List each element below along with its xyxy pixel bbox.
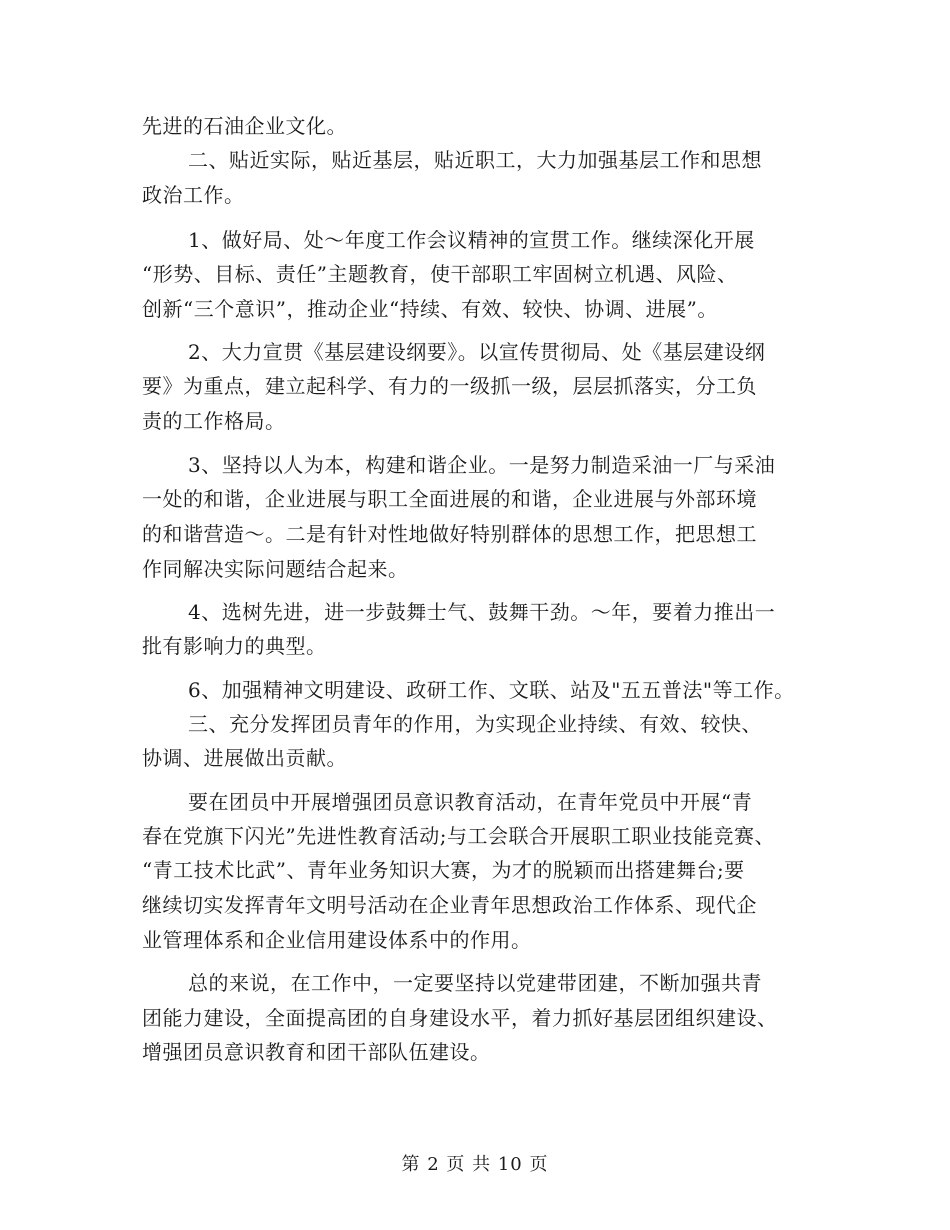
text-line: 作同解决实际问题结合起来。 bbox=[142, 557, 409, 581]
text-line: 责的工作格局。 bbox=[142, 409, 286, 433]
text-line: 春在党旗下闪光”先进性教育活动;与工会联合开展职工职业技能竞赛、 bbox=[142, 824, 775, 848]
text-line: 业管理体系和企业信用建设体系中的作用。 bbox=[142, 928, 532, 952]
text-line: 创新“三个意识”，推动企业“持续、有效、较快、协调、进展”。 bbox=[142, 297, 718, 321]
text-line: 协调、进展做出贡献。 bbox=[142, 746, 347, 770]
text-line: 增强团员意识教育和团干部队伍建设。 bbox=[142, 1040, 491, 1064]
text-line: 要在团员中开展增强团员意识教育活动，在青年党员中开展“青 bbox=[188, 790, 753, 814]
text-line: 继续切实发挥青年文明号活动在企业青年思想政治工作体系、现代企 bbox=[142, 893, 757, 917]
text-line: 4、选树先进，进一步鼓舞士气、鼓舞干劲。～年，要着力推出一 bbox=[188, 600, 776, 624]
text-line: 3、坚持以人为本，构建和谐企业。一是努力制造采油一厂与采油 bbox=[188, 453, 776, 477]
section-heading: 三、充分发挥团员青年的作用，为实现企业持续、有效、较快、 bbox=[188, 712, 762, 736]
text-line: 的和谐营造～。二是有针对性地做好特别群体的思想工作，把思想工 bbox=[142, 522, 757, 546]
section-heading: 二、贴近实际，贴近基层，贴近职工，大力加强基层工作和思想 bbox=[188, 148, 762, 172]
text-line: 政治工作。 bbox=[142, 183, 245, 207]
page-number: 第 2 页 共 10 页 bbox=[401, 1154, 549, 1175]
text-line: 先进的石油企业文化。 bbox=[142, 114, 347, 138]
text-line: “形势、目标、责任”主题教育，使干部职工牢固树立机遇、风险、 bbox=[142, 262, 738, 286]
text-line: 总的来说，在工作中，一定要坚持以党建带团建，不断加强共青 bbox=[188, 971, 762, 995]
text-line: 6、加强精神文明建设、政研工作、文联、站及"五五普法"等工作。 bbox=[188, 678, 795, 702]
text-line: 要》为重点，建立起科学、有力的一级抓一级，层层抓落实，分工负 bbox=[142, 374, 757, 398]
text-line: 2、大力宣贯《基层建设纲要》。以宣传贯彻局、处《基层建设纲 bbox=[188, 340, 766, 364]
text-line: 1、做好局、处～年度工作会议精神的宣贯工作。继续深化开展 bbox=[188, 228, 755, 252]
text-line: 一处的和谐，企业进展与职工全面进展的和谐，企业进展与外部环境 bbox=[142, 487, 757, 511]
text-line: “青工技术比武”、青年业务知识大赛，为才的脱颖而出搭建舞台;要 bbox=[142, 858, 745, 882]
text-line: 批有影响力的典型。 bbox=[142, 634, 327, 658]
text-line: 团能力建设，全面提高团的自身建设水平，着力抓好基层团组织建设、 bbox=[142, 1006, 778, 1030]
